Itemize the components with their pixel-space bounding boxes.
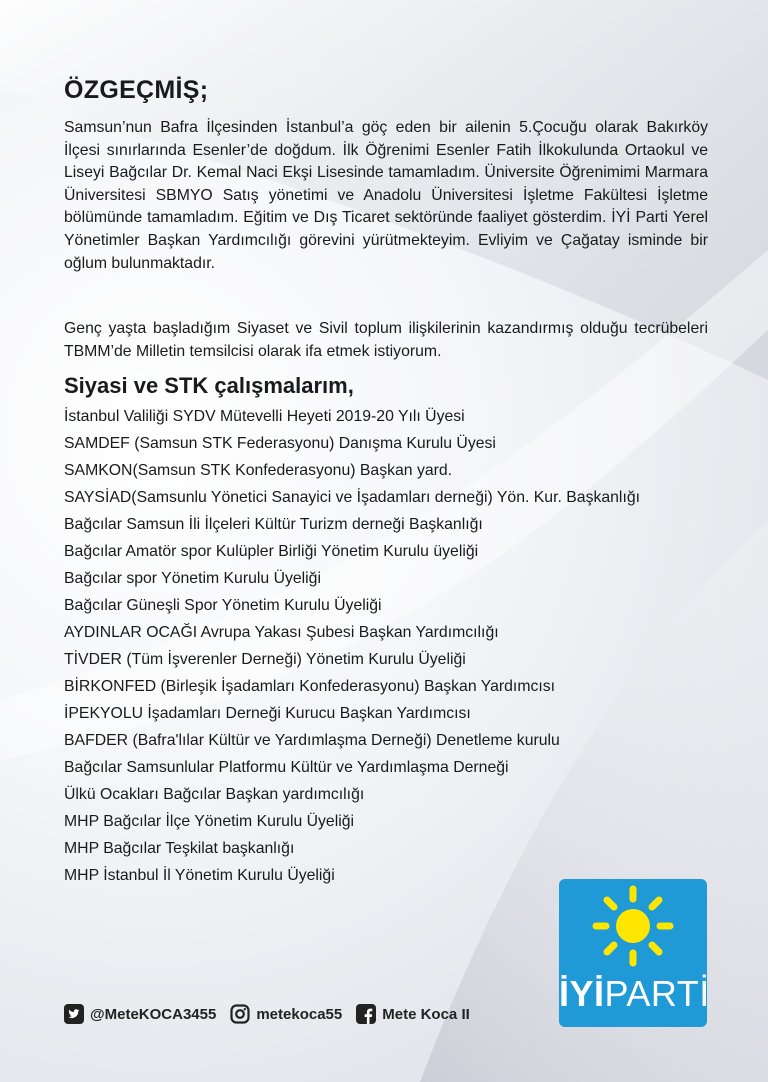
list-item: SAMKON(Samsun STK Konfederasyonu) Başkan yard. [64, 462, 453, 479]
list-item: İPEKYOLU İşadamları Derneği Kurucu Başkan Yardımcısı [64, 705, 471, 722]
facebook-link[interactable] [356, 1004, 470, 1024]
list-item: Ülkü Ocakları Bağcılar Başkan yardımcılığı [64, 786, 365, 803]
logo-text-parti: PARTİ [604, 973, 710, 1014]
facebook-name: Mete Koca II [382, 1005, 470, 1023]
list-item: Bağcılar spor Yönetim Kurulu Üyeliği [64, 570, 321, 587]
bio-paragraph: Samsun’nun Bafra İlçesinden İstanbul’a göç eden bir ailenin 5.Çocuğu olarak Bakırköy İlçesi sınırlarında Esenler’de doğdum. İlk Öğrenimi Esenler Fatih İlkokulunda Ortaokul ve Liseyi Bağcılar Dr. Kemal Naci Ekşi Lisesinde tamamladım. Üniversite Öğrenimimi Marmara Üniversitesi SBMYO Satış yönetimi ve Anadolu Üniversitesi İşletme Fakültesi İşletme bölümünde tamamladım. Eğitim ve Dış Ticaret sektöründe faaliyet gösterdim. İYİ Parti Yerel Yönetimler Başkan Yardımcılığı görevini yürütmekteyim. Evliyim ve Çağatay isminde bir oğlum bulunmaktadır. [64, 119, 708, 272]
list-item: Bağcılar Samsun İli İlçeleri Kültür Turizm derneği Başkanlığı [64, 516, 483, 533]
logo-wordmark [559, 973, 710, 1015]
iyi-parti-logo [559, 879, 710, 1027]
logo-text-iyi: İYİ [559, 973, 605, 1014]
twitter-handle: @MeteKOCA3455 [90, 1005, 217, 1023]
list-item: Bağcılar Samsunlular Platformu Kültür ve Yardımlaşma Derneği [64, 759, 509, 776]
list-item: Bağcılar Amatör spor Kulüpler Birliği Yönetim Kurulu üyeliği [64, 543, 479, 560]
bio-paragraph-goal: Genç yaşta başladığım Siyaset ve Sivil toplum ilişkilerinin kazandırmış olduğu tecrübeleri TBMM’de Milletin temsilcisi olarak ifa etmek istiyorum. [64, 320, 708, 360]
instagram-icon [230, 1004, 250, 1024]
list-item: İstanbul Valiliği SYDV Mütevelli Heyeti 2019-20 Yılı Üyesi [64, 408, 465, 425]
list-item: SAMDEF (Samsun STK Federasyonu) Danışma Kurulu Üyesi [64, 435, 496, 452]
list-item: AYDINLAR OCAĞI Avrupa Yakası Şubesi Başkan Yardımcılığı [64, 624, 499, 641]
list-item: Bağcılar Güneşli Spor Yönetim Kurulu Üyeliği [64, 597, 382, 614]
social-links [64, 1002, 484, 1026]
list-item: MHP Bağcılar İlçe Yönetim Kurulu Üyeliği [64, 813, 355, 830]
activities-list [64, 403, 714, 889]
list-item: TİVDER (Tüm İşverenler Derneği) Yönetim Kurulu Üyeliği [64, 651, 466, 668]
sun-icon [559, 879, 707, 979]
instagram-link[interactable] [230, 1004, 342, 1024]
facebook-icon [356, 1004, 376, 1024]
twitter-link[interactable] [64, 1004, 216, 1024]
twitter-icon [64, 1004, 84, 1024]
list-item: MHP İstanbul İl Yönetim Kurulu Üyeliği [64, 867, 335, 884]
list-item: MHP Bağcılar Teşkilat başkanlığı [64, 840, 295, 857]
list-item: BİRKONFED (Birleşik İşadamları Konfederasyonu) Başkan Yardımcısı [64, 678, 556, 695]
instagram-handle: metekoca55 [256, 1005, 343, 1023]
page-title: ÖZGEÇMİŞ; [64, 76, 209, 104]
list-item: SAYSİAD(Samsunlu Yönetici Sanayici ve İşadamları derneği) Yön. Kur. Başkanlığı [64, 489, 641, 506]
list-item: BAFDER (Bafra'lılar Kültür ve Yardımlaşma Derneği) Denetleme kurulu [64, 732, 560, 749]
section-title: Siyasi ve STK çalışmalarım, [64, 373, 354, 398]
